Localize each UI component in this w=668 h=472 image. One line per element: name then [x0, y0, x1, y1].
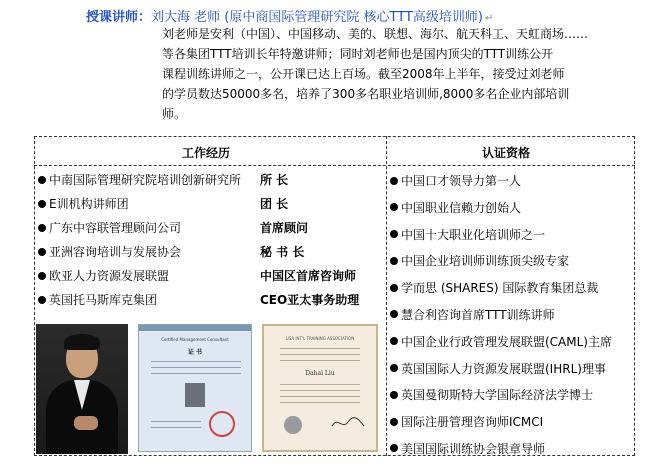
paragraph-mark-icon: ↵: [484, 13, 494, 24]
work-org: 广东中容联管理顾问公司: [49, 221, 182, 235]
cert-item: [390, 168, 634, 195]
instructor-name: 刘大海 老师 (原中商国际管理研究院 核心TTT高级培训师): [151, 10, 483, 25]
intro-line: 师。: [162, 107, 187, 121]
cert-title: 认证资格: [482, 146, 531, 160]
bullet-icon: [38, 176, 46, 184]
work-org: 亚洲容询培训与发展协会: [49, 245, 182, 259]
bullet-icon: [390, 284, 398, 292]
bullet-icon: [390, 337, 398, 345]
certificate-image-2: [262, 324, 378, 452]
cert-item: [390, 275, 634, 302]
bullet-icon: [38, 248, 46, 256]
work-org: 中南国际管理研究院培训创新研究所: [49, 173, 242, 187]
work-item: [38, 168, 384, 192]
intro-line: 刘老师是安利（中国）、中国移动、美的、联想、海尔、航天科工、天虹商场……: [162, 27, 589, 41]
bullet-icon: [390, 364, 398, 372]
work-item: [38, 192, 384, 216]
cert-item: [390, 248, 634, 275]
work-role: 首席顾问: [260, 221, 309, 235]
bullet-icon: [390, 444, 398, 452]
cert-item: [390, 329, 634, 356]
instructor-intro: [162, 24, 624, 124]
work-item: [38, 240, 384, 264]
cert-list: [390, 168, 634, 463]
instructor-portrait: [36, 324, 128, 454]
bullet-icon: [390, 418, 398, 426]
cert-text: 中国职业信赖力创始人: [401, 200, 522, 215]
signature-icon: [330, 414, 366, 432]
work-org: E训机构讲师团: [49, 197, 129, 211]
bullet-icon: [38, 272, 46, 280]
cert-item: [390, 356, 634, 383]
cert-text: 中国十大职业化培训师之一: [401, 227, 546, 242]
work-org: 英国托马斯库克集团: [49, 293, 158, 307]
instructor-label: 授课讲师：: [86, 10, 152, 25]
intro-line: 的学员数达50000多名，培养了300多名职业培训师,8000多名企业内部培训: [162, 87, 570, 101]
cert-item: [390, 302, 634, 329]
cert-text: 学而思 (SHARES) 国际教育集团总裁: [401, 281, 599, 296]
header-divider: [34, 165, 635, 166]
cert1-title: Certified Management Consultant: [161, 337, 229, 342]
cert-item: [390, 195, 634, 222]
bullet-icon: [38, 200, 46, 208]
seal-icon: [209, 411, 235, 437]
seal-icon: [284, 416, 302, 434]
cert-text: 中国企业培训师训练顶尖级专家: [401, 254, 570, 269]
cert-item: [390, 222, 634, 249]
cert-text: 英国国际人力资源发展联盟(IHRL)理事: [401, 361, 606, 376]
certificate-image-1: [138, 324, 252, 452]
work-item: [38, 216, 384, 240]
cert2-name: Dahai Liu: [305, 370, 335, 377]
bullet-icon: [390, 391, 398, 399]
intro-line: 等各集团TTT培训长年特邀讲师；同时刘老师也是国内顶尖的TTT训练公开: [162, 47, 554, 61]
bullet-icon: [390, 257, 398, 265]
instructor-heading: [86, 6, 493, 25]
column-divider: [386, 136, 387, 456]
work-role: 团 长: [260, 197, 289, 211]
work-role: 中国区首席咨询师: [260, 269, 357, 283]
intro-line: 课程训练讲师之一，公开课已达上百场。截至2008年上半年，接受过刘老师: [162, 67, 565, 81]
cert-text: 中国企业行政管理发展联盟(CAML)主席: [401, 334, 612, 349]
cert-text: 慧合利咨询首席TTT训练讲师: [401, 307, 555, 322]
bullet-icon: [390, 177, 398, 185]
cert-item: [390, 409, 634, 436]
cert-text: 国际注册管理咨询师ICMCI: [401, 415, 544, 430]
bullet-icon: [390, 203, 398, 211]
photo-strip: [34, 322, 386, 454]
cert-item: [390, 436, 634, 463]
work-item: [38, 264, 384, 288]
work-org: 欧亚人力资源发展联盟: [49, 269, 170, 283]
cert2-title: USA INT'L TRAINING ASSOCIATION: [285, 336, 355, 341]
work-role: 秘 书 长: [260, 245, 305, 259]
work-list: [38, 168, 384, 312]
cert-item: [390, 382, 634, 409]
bullet-icon: [38, 224, 46, 232]
bullet-icon: [38, 296, 46, 304]
work-role: CEO亚太事务助理: [260, 293, 360, 307]
work-title: 工作经历: [182, 146, 231, 160]
bullet-icon: [390, 310, 398, 318]
work-role: 所 长: [260, 173, 289, 187]
cert-text: 美国国际训练协会银章导师: [401, 441, 546, 456]
bullet-icon: [390, 230, 398, 238]
cert-text: 中国口才领导力第一人: [401, 174, 522, 188]
cert-text: 英国曼彻斯特大学国际经济法学博士: [401, 388, 594, 403]
work-item: [38, 288, 384, 312]
cert1-heading: 证 书: [187, 349, 203, 356]
